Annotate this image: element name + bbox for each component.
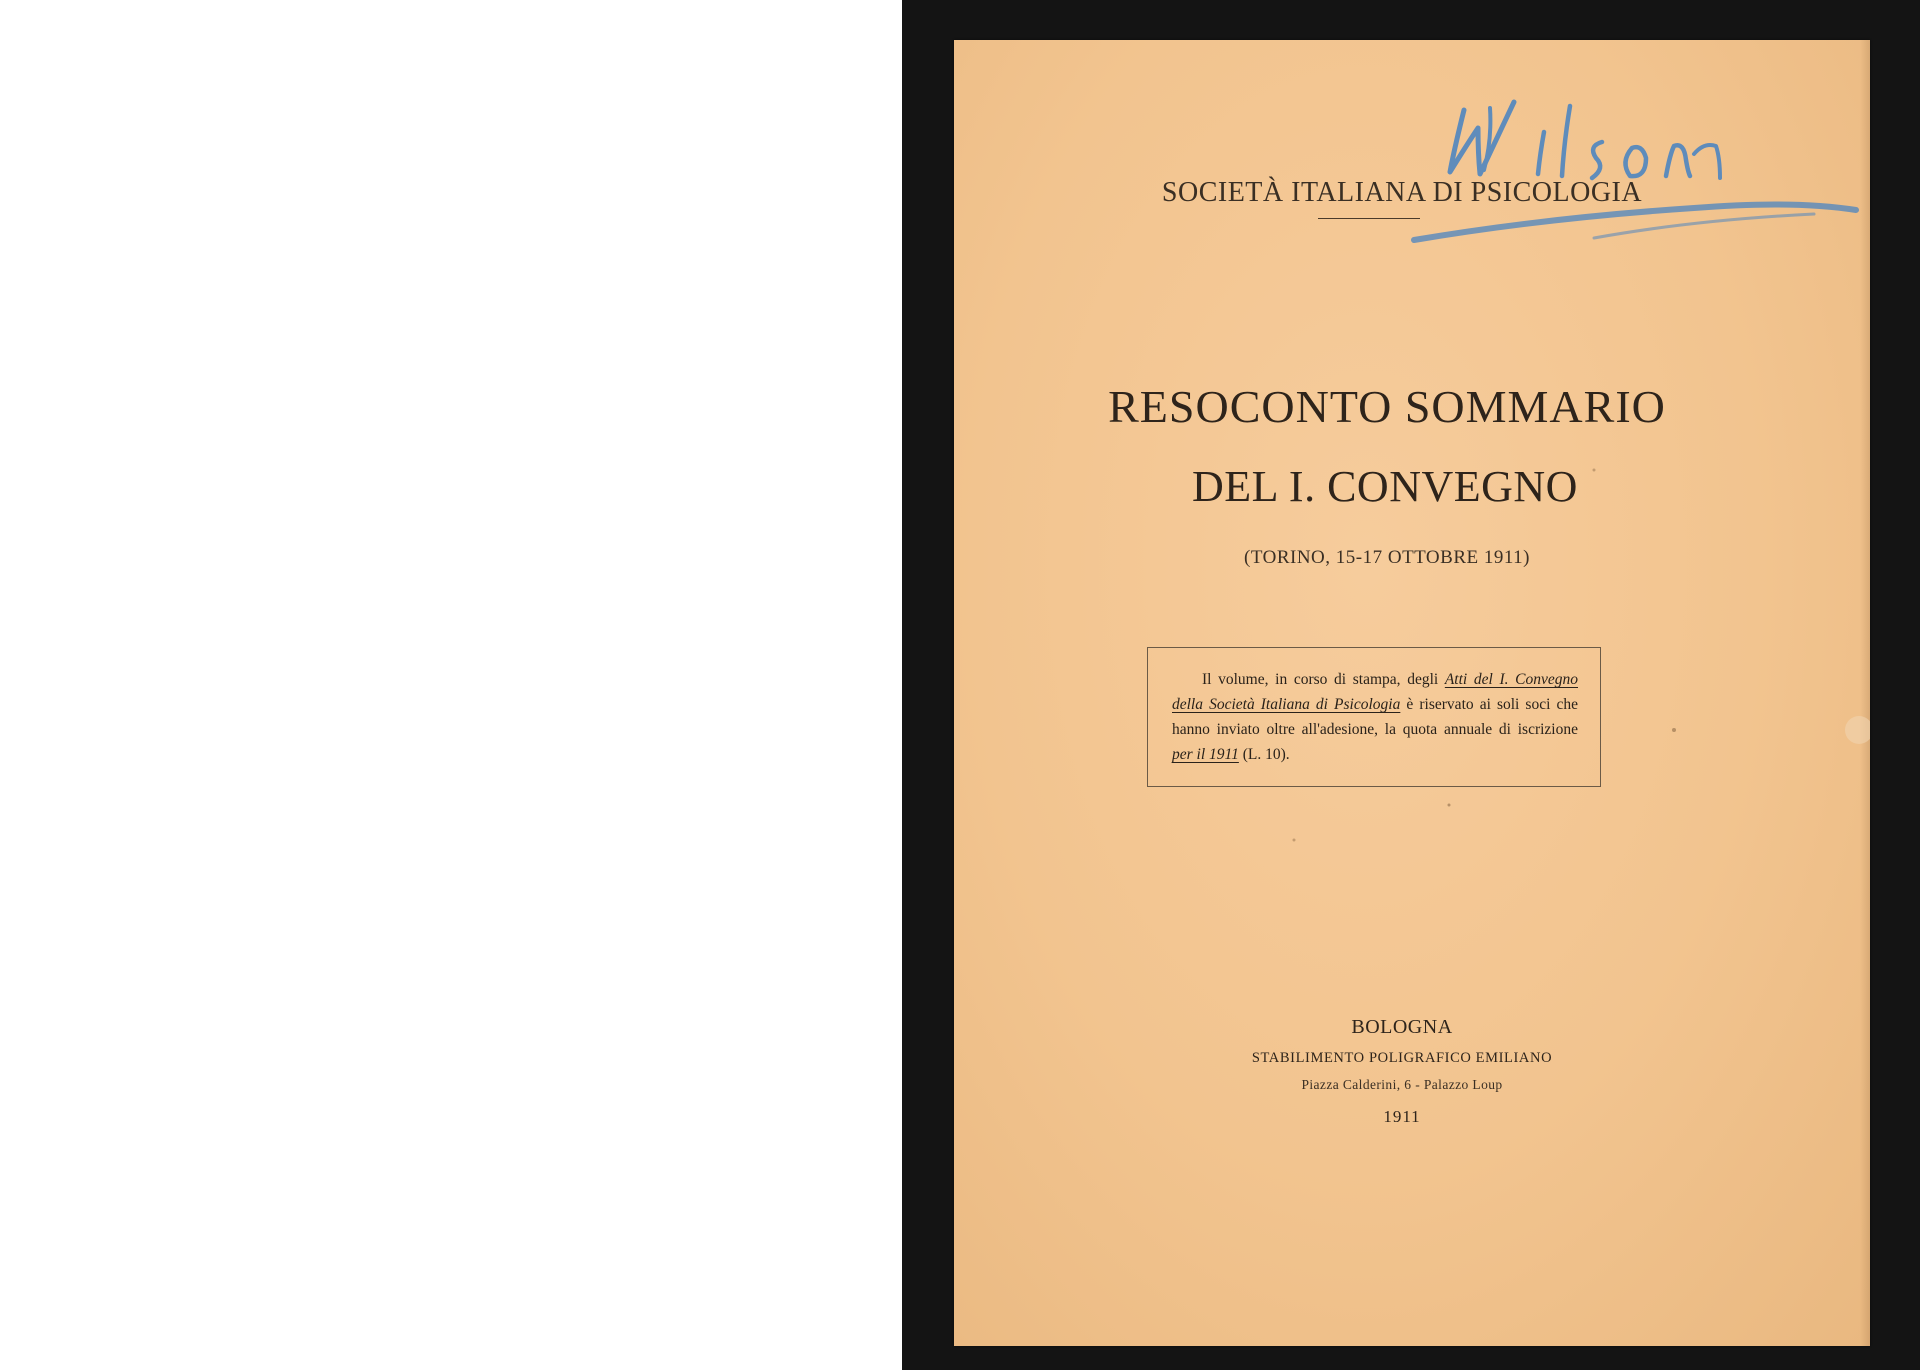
imprint-city: BOLOGNA [1351,1016,1453,1038]
notice-box [1147,647,1601,787]
booklet-cover [954,40,1870,1346]
notice-text [1172,667,1578,767]
title-line-1: RESOCONTO SOMMARIO [1108,381,1666,432]
notice-emphasis-2: per il 1911 [1172,746,1239,763]
imprint-address: Piazza Calderini, 6 - Palazzo Loup [1301,1077,1503,1092]
notice-part-1: Il volume, in corso di stampa, degli [1202,671,1445,688]
notice-part-2: è riservato ai soli soci che hanno inviato oltre all'adesione, la quota annuale di iscrizione [1172,696,1578,738]
cover-edge-shadow [1860,40,1870,1346]
conference-dates: (TORINO, 15-17 OTTOBRE 1911) [1244,547,1530,568]
handwritten-signature [1394,50,1864,260]
notice-emphasis-1: Atti del I. Convegno della Società Italiana di Psicologia [1172,671,1578,713]
society-name: SOCIETÀ ITALIANA DI PSICOLOGIA [1161,177,1643,208]
imprint-year: 1911 [1383,1107,1421,1126]
imprint-printer: STABILIMENTO POLIGRAFICO EMILIANO [1251,1050,1553,1066]
title-line-2: DEL I. CONVEGNO [1192,462,1578,511]
blank-page-area [0,0,902,1370]
title-divider [1318,218,1420,219]
notice-part-3: (L. 10). [1238,746,1290,763]
